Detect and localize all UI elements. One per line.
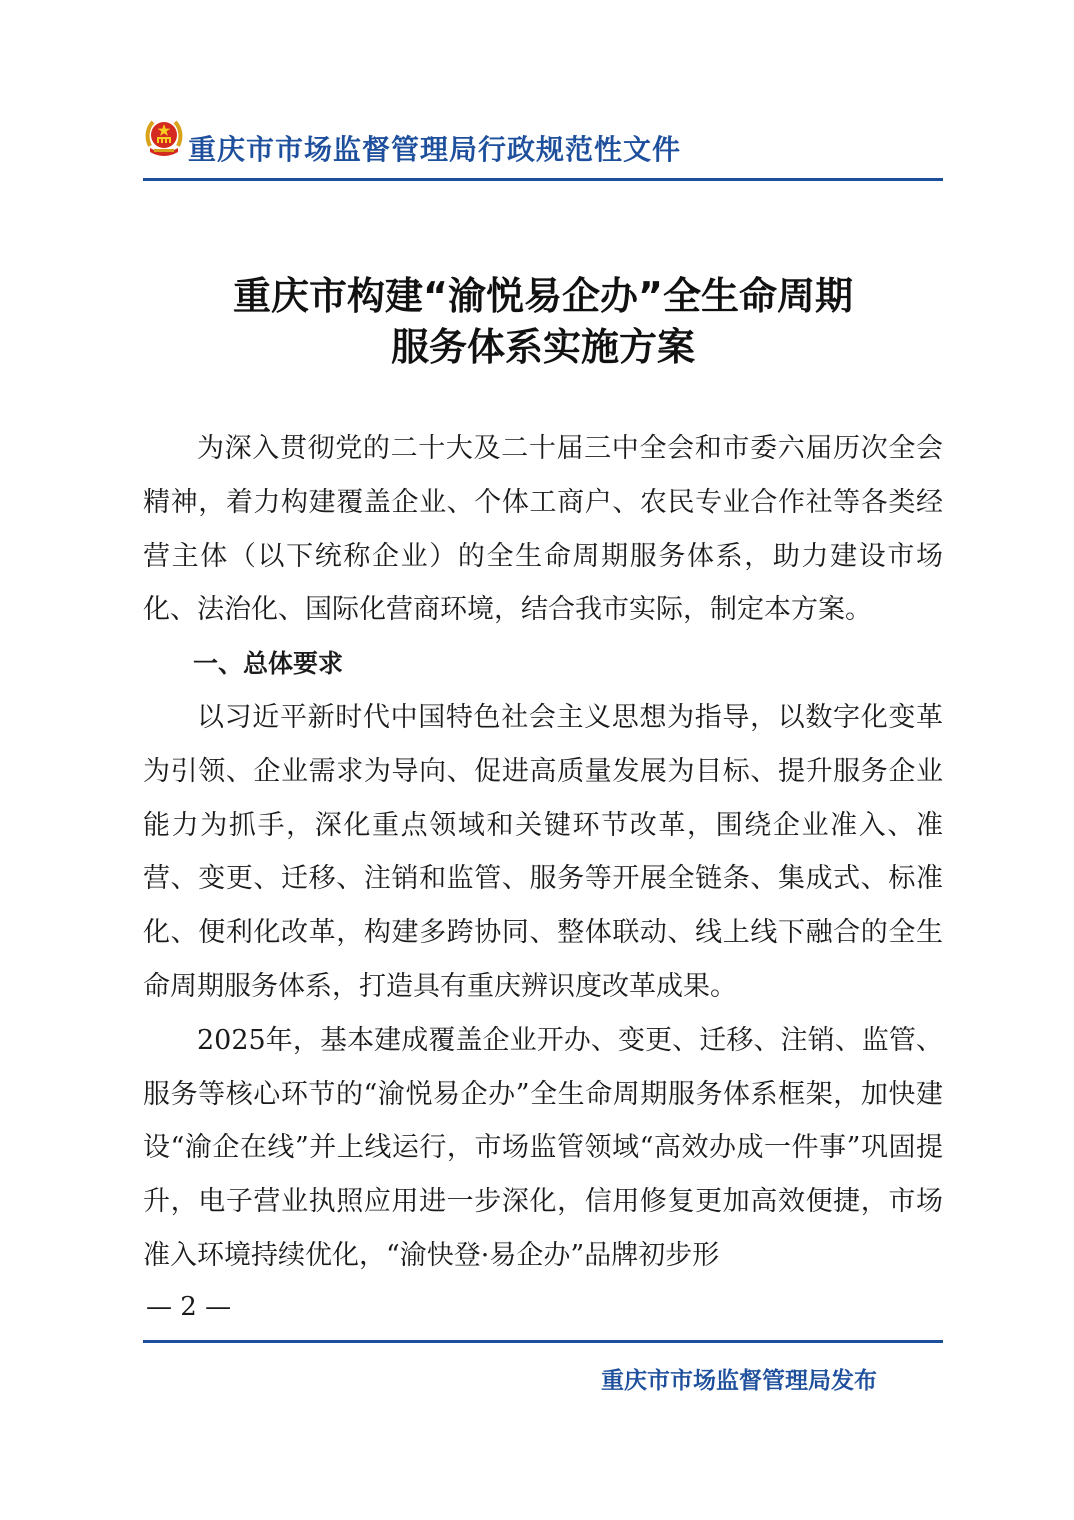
intro-paragraph: 为深入贯彻党的二十大及二十届三中全会和市委六届历次全会精神，着力构建覆盖企业、个体工商户、农民专业合作社等各类经营主体（以下统称企业）的全生命周期服务体系，助力建设市场化、法治化、国际化营商环境，结合我市实际，制定本方案。: [143, 433, 943, 626]
publisher-label: 重庆市市场监督管理局发布: [601, 1368, 877, 1394]
header-divider: [143, 178, 943, 181]
document-title-line-2: 服务体系实施方案: [390, 325, 695, 369]
footer-divider: [143, 1340, 943, 1343]
header-title: 重庆市市场监督管理局行政规范性文件: [188, 133, 682, 166]
section-paragraph: 以习近平新时代中国特色社会主义思想为指导，以数字化变革为引领、企业需求为导向、促进高质量发展为目标、提升服务企业能力为抓手，深化重点领域和关键环节改革，围绕企业准入、准营、变更、迁移、注销和监管、服务等开展全链条、集成式、标准化、便利化改革，构建多跨协同、整体联动、线上线下融合的全生命周期服务体系，打造具有重庆辨识度改革成果。: [143, 701, 943, 1002]
section-paragraph-2: 2025年，基本建成覆盖企业开办、变更、迁移、注销、监管、服务等核心环节的“渝悦易企办”全生命周期服务体系框架，加快建设“渝企在线”并上线运行，市场监管领域“高效办成一件事”巩固提升，电子营业执照应用进一步深化，信用修复更加高效便捷，市场准入环境持续优化，“渝快登·易企办”品牌初步形: [143, 1024, 943, 1271]
document-body: [143, 422, 943, 1283]
section-heading: 一、总体要求: [193, 649, 344, 679]
national-emblem-icon: [144, 116, 184, 160]
page-number: — 2 —: [146, 1292, 232, 1322]
document-title-line-1: 重庆市构建“渝悦易企办”全生命周期: [233, 274, 853, 318]
